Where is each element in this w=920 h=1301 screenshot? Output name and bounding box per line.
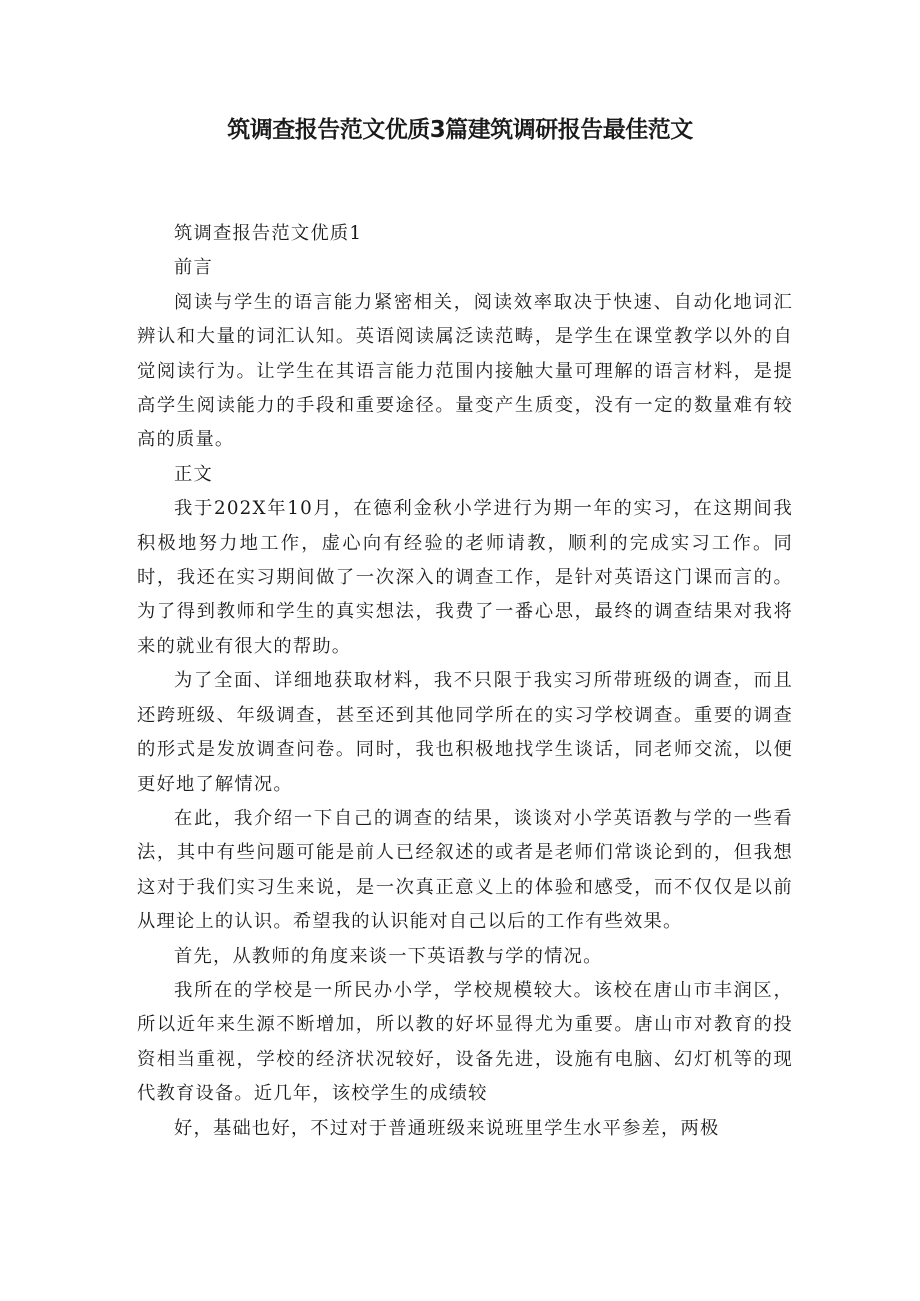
paragraph: 我所在的学校是一所民办小学，学校规模较大。该校在唐山市丰润区，所以近年来生源不断增加，所以教的好坏显得尤为重要。唐山市对教育的投资相当重视，学校的经济状况较好，设备先进，设施有电脑、幻灯机等的现代教育设备。近几年，该校学生的成绩较: [137, 979, 793, 1105]
subsection-heading-main-text: 正文: [174, 463, 213, 485]
paragraph: 在此，我介绍一下自己的调查的结果，谈谈对小学英语教与学的一些看法，其中有些问题可能是前人已经叙述的或者是老师们常谈论到的，但我想这对于我们实习生来说，是一次真正意义上的体验和感受，而不仅仅是以前从理论上的认识。希望我的认识能对自己以后的工作有些效果。: [137, 807, 793, 933]
paragraph: 为了全面、详细地获取材料，我不只限于我实习所带班级的调查，而且还跨班级、年级调查，甚至还到其他同学所在的实习学校调查。重要的调查的形式是发放调查问卷。同时，我也积极地找学生谈话，同老师交流，以便更好地了解情况。: [137, 670, 793, 795]
paragraph: 我于202X年10月，在德利金秋小学进行为期一年的实习，在这期间我积极地努力地工作，虚心向有经验的老师请教，顺利的完成实习工作。同时，我还在实习期间做了一次深入的调查工作，是针对英语这门课而言的。为了得到教师和学生的真实想法，我费了一番心思，最终的调查结果对我将来的就业有很大的帮助。: [137, 498, 793, 657]
subsection-heading-preface: 前言: [174, 257, 213, 279]
section-heading: 筑调查报告范文优质1: [174, 223, 363, 244]
document-body: [137, 217, 793, 1146]
document-title: 筑调查报告范文优质3篇建筑调研报告最佳范文: [227, 117, 693, 143]
paragraph: 阅读与学生的语言能力紧密相关，阅读效率取决于快速、自动化地词汇辨认和大量的词汇认知。英语阅读属泛读范畴，是学生在课堂教学以外的自觉阅读行为。让学生在其语言能力范围内接触大量可理解的语言材料，是提高学生阅读能力的手段和重要途径。量变产生质变，没有一定的数量难有较高的质量。: [137, 291, 793, 451]
paragraph: 首先，从教师的角度来谈一下英语教与学的情况。: [174, 945, 603, 967]
paragraph: 好，基础也好，不过对于普通班级来说班里学生水平参差，两极: [174, 1117, 720, 1139]
